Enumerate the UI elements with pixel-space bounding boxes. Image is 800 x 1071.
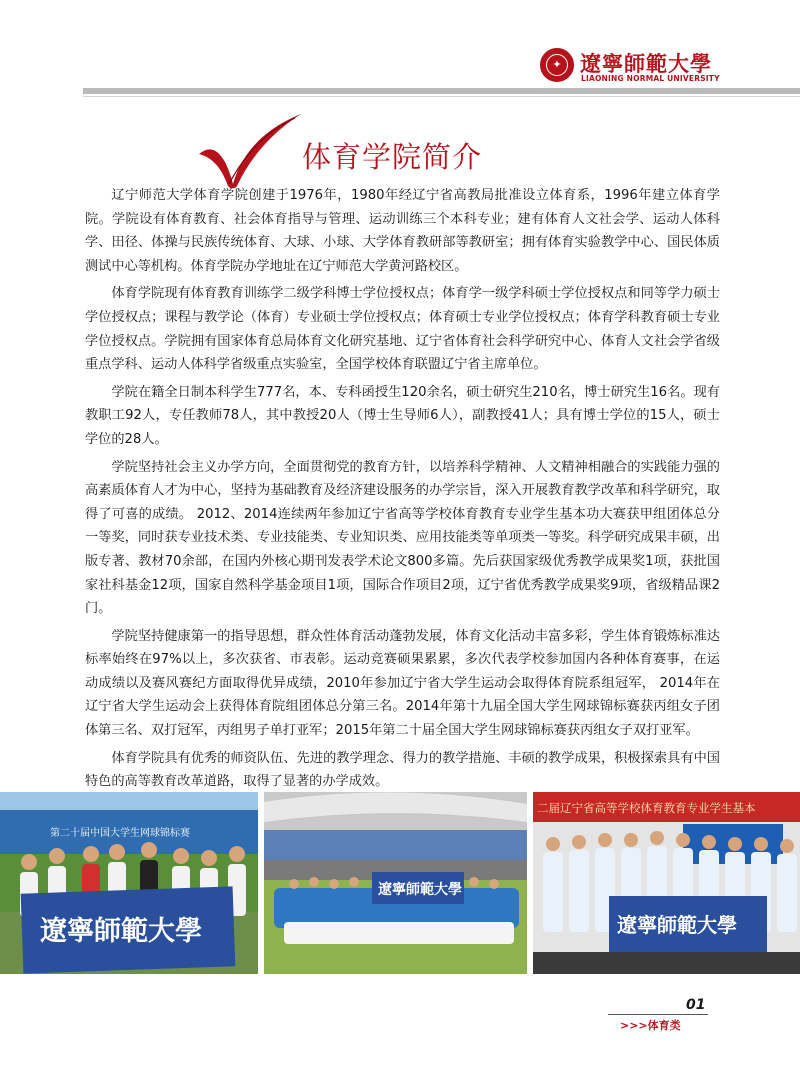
article-body	[85, 184, 720, 798]
photo-banner-text: 第二十届中国大学生网球锦标赛	[50, 828, 190, 839]
header-rule-thin	[83, 96, 800, 97]
photo-tennis-team	[0, 792, 258, 974]
photo-banner-text: 二届辽宁省高等学校体育教育专业学生基本	[537, 801, 756, 815]
page-number: 01	[686, 997, 706, 1013]
section-tag: >>>体育类	[620, 1019, 681, 1032]
photo-strip	[0, 792, 800, 974]
seal-icon: ✦	[540, 48, 574, 82]
flag-text: 遼寧師範大學	[617, 913, 737, 937]
logo-chinese-name: 遼寧師範大學	[580, 51, 712, 76]
footer-rule	[608, 1014, 708, 1015]
photo-award-group	[533, 792, 800, 974]
paragraph: 体育学院现有体育教育训练学二级学科博士学位授权点；体育学一级学科硕士学位授权点和同等学力硕士学位授权点；课程与教学论（体育）专业硕士学位授权点；体育硕士专业学位授权点；体育学科教育硕士专业学位授权点。学院拥有国家体育总局体育文化研究基地、辽宁省体育社会科学研究中心、体育人文社会学省级重点学科、运动人体科学省级重点实验室，全国学校体育联盟辽宁省主席单位。	[85, 286, 720, 373]
paragraph: 学院在籍全日制本科学生777名，本、专科函授生120余名，硕士研究生210名，博士研究生16名。现有教职工92人，专任教师78人，其中教授20人（博士生导师6人），副教授41人；具有博士学位的15人，硕士学位的28人。	[85, 384, 720, 447]
logo-english-name: LIAONING NORMAL UNIVERSITY	[581, 74, 720, 83]
photo-stadium-group	[264, 792, 527, 974]
checkmark-icon	[195, 110, 305, 190]
page-title: 体育学院简介	[302, 140, 483, 174]
paragraph: 体育学院具有优秀的师资队伍、先进的教学理念、得力的教学措施、丰硕的教学成果，积极探索具有中国特色的高等教育改革道路，取得了显著的办学成效。	[85, 750, 720, 790]
flag-text: 遼寧師範大學	[40, 916, 202, 947]
paragraph: 学院坚持健康第一的指导思想，群众性体育活动蓬勃发展，体育文化活动丰富多彩，学生体育锻炼标准达标率始终在97%以上，多次获省、市表彰。运动竞赛硕果累累，多次代表学校参加国内各种体育赛事，在运动成绩以及赛风赛纪方面取得优异成绩，2010年参加辽宁省大学生运动会取得体育院系组冠军， 2014年在辽宁省大学生运动会上获得体育院组团体总分第三名。2014年第十九届全国大学生网球锦标赛获丙组女子团体第三名、双打冠军，丙组男子单打亚军；2015年第二十届全国大学生网球锦标赛获丙组女子双打亚军。	[85, 628, 720, 739]
university-logo	[540, 48, 720, 88]
paragraph: 学院坚持社会主义办学方向，全面贯彻党的教育方针，以培养科学精神、人文精神相融合的实践能力强的高素质体育人才为中心，坚持为基础教育及经济建设服务的办学宗旨，深入开展教育教学改革和科学研究，取得了可喜的成绩。 2012、2014连续两年参加辽宁省高等学校体育教育专业学生基本功大赛获甲组团体总分一等奖，同时获专业技术类、专业技能类、专业知识类、应用技能类等单项类一等奖。科学研究成果丰硕，出版专著、教材70余部，在国内外核心期刊发表学术论文800多篇。先后获国家级优秀教学成果奖1项，获批国家社科基金12项，国家自然科学基金项目1项，国际合作项目2项，辽宁省优秀教学成果奖9项，省级精品课2门。	[85, 459, 720, 617]
paragraph: 辽宁师范大学体育学院创建于1976年，1980年经辽宁省高教局批准设立体育系，1996年建立体育学院。学院设有体育教育、社会体育指导与管理、运动训练三个本科专业；建有体育人文社会学、运动人体科学、田径、体操与民族传统体育、大球、小球、大学体育教研部等教研室；拥有体育实验教学中心、国民体质测试中心等机构。体育学院办学地址在辽宁师范大学黄河路校区。	[85, 188, 720, 274]
header-rule	[83, 88, 800, 94]
flag-text: 遼寧師範大學	[378, 882, 462, 898]
